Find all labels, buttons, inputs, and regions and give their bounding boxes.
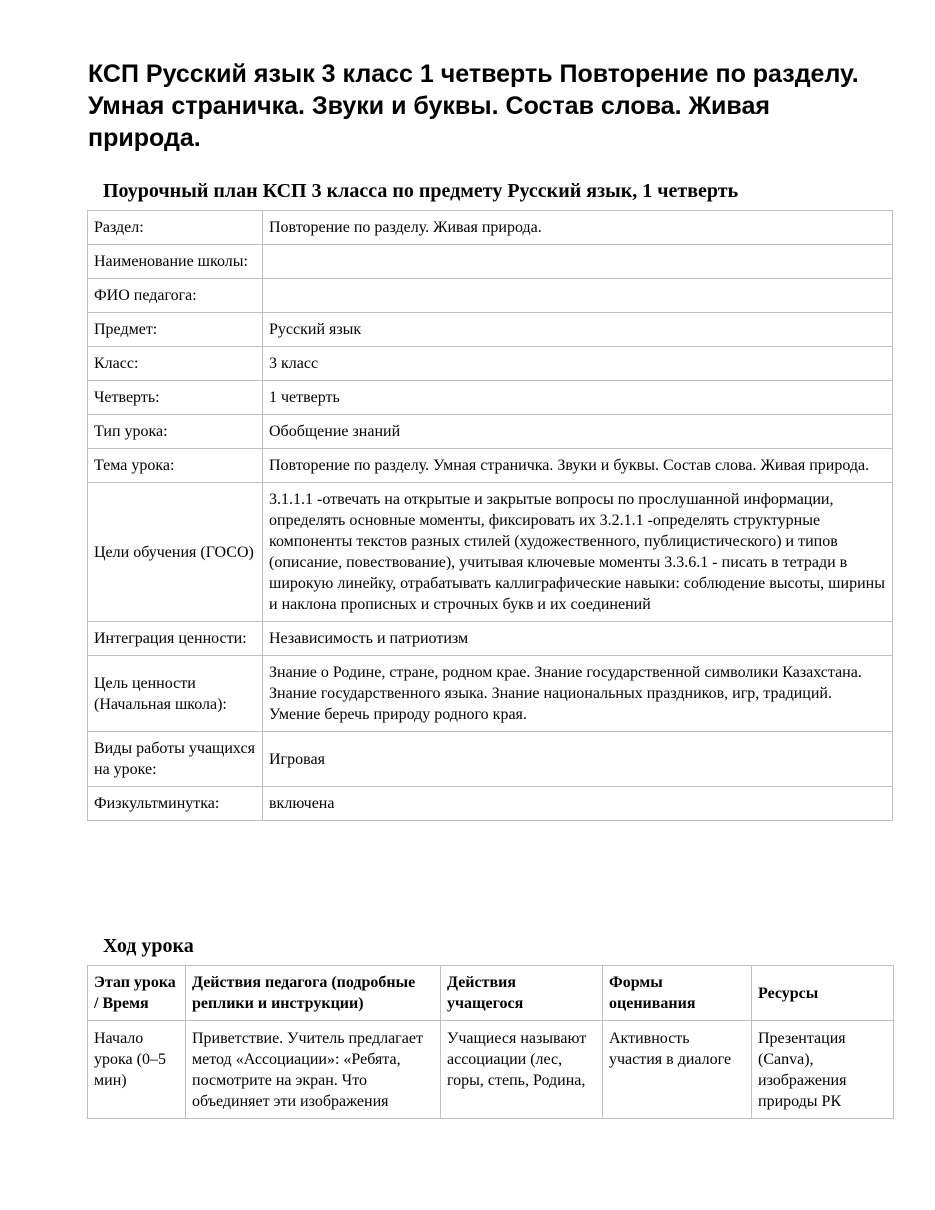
plan-row-label: Наименование школы: <box>88 245 263 279</box>
lesson-column-header: Действия учащегося <box>441 966 603 1021</box>
lesson-table-cell: Презентация (Canva), изображения природы РК <box>752 1021 894 1119</box>
lesson-table-cell: Начало урока (0–5 мин) <box>88 1021 186 1119</box>
plan-row-label: Раздел: <box>88 211 263 245</box>
plan-row <box>88 313 893 347</box>
plan-row-label: Цель ценности (Начальная школа): <box>88 656 263 732</box>
lesson-course-table <box>87 965 894 1119</box>
lesson-table-cell: Приветствие. Учитель предлагает метод «Ассоциации»: «Ребята, посмотрите на экран. Что объединяет эти изображения <box>186 1021 441 1119</box>
plan-row-value: 3 класс <box>263 347 893 381</box>
plan-row-label: Класс: <box>88 347 263 381</box>
plan-row <box>88 732 893 787</box>
lesson-table-header-row <box>88 966 894 1021</box>
lesson-table-cell: Активность участия в диалоге <box>603 1021 752 1119</box>
plan-row-value <box>263 245 893 279</box>
plan-row-value: 1 четверть <box>263 381 893 415</box>
plan-row-label: Виды работы учащихся на уроке: <box>88 732 263 787</box>
lesson-heading: Ход урока <box>103 935 194 957</box>
document-title: КСП Русский язык 3 класс 1 четверть Повторение по разделу. Умная страничка. Звуки и буквы. Состав слова. Живая природа. <box>88 60 859 152</box>
plan-row-value: Повторение по разделу. Умная страничка. Звуки и буквы. Состав слова. Живая природа. <box>263 449 893 483</box>
plan-row <box>88 656 893 732</box>
plan-row-label: Тема урока: <box>88 449 263 483</box>
plan-row-label: Предмет: <box>88 313 263 347</box>
plan-row-label: Цели обучения (ГОСО) <box>88 483 263 622</box>
plan-row-value: Русский язык <box>263 313 893 347</box>
plan-row-label: Четверть: <box>88 381 263 415</box>
lesson-column-header: Этап урока / Время <box>88 966 186 1021</box>
plan-row-value: Независимость и патриотизм <box>263 622 893 656</box>
plan-table <box>87 210 893 821</box>
lesson-column-header: Действия педагога (подробные реплики и инструкции) <box>186 966 441 1021</box>
plan-row-label: Тип урока: <box>88 415 263 449</box>
plan-row-value: Повторение по разделу. Живая природа. <box>263 211 893 245</box>
plan-row <box>88 483 893 622</box>
plan-row-value: Игровая <box>263 732 893 787</box>
plan-row <box>88 415 893 449</box>
lesson-column-header: Формы оценивания <box>603 966 752 1021</box>
lesson-column-header: Ресурсы <box>752 966 894 1021</box>
plan-row-value: Знание о Родине, стране, родном крае. Знание государственной символики Казахстана. Знание государственного языка. Знание национальных праздников, игр, традиций. Умение беречь природу родного края. <box>263 656 893 732</box>
lesson-table-row <box>88 1021 894 1119</box>
plan-row-label: Физкультминутка: <box>88 787 263 821</box>
plan-row <box>88 449 893 483</box>
plan-row-label: ФИО педагога: <box>88 279 263 313</box>
plan-row-value: включена <box>263 787 893 821</box>
plan-row <box>88 622 893 656</box>
plan-row <box>88 279 893 313</box>
plan-row <box>88 245 893 279</box>
plan-row-value: 3.1.1.1 -отвечать на открытые и закрытые вопросы по прослушанной информации, определять основные моменты, фиксировать их 3.2.1.1 -определять структурные компоненты текстов разных стилей (художественного, публицистического) и типов (описание, повествование), учитывая ключевые моменты 3.3.6.1 - писать в тетради в широкую линейку, отрабатывать каллиграфические навыки: соблюдение высоты, ширины и наклона прописных и строчных букв и их соединений <box>263 483 893 622</box>
plan-row-value <box>263 279 893 313</box>
plan-row-label: Интеграция ценности: <box>88 622 263 656</box>
plan-row <box>88 347 893 381</box>
plan-heading: Поурочный план КСП 3 класса по предмету Русский язык, 1 четверть <box>103 180 739 202</box>
plan-row <box>88 211 893 245</box>
plan-row <box>88 787 893 821</box>
plan-row <box>88 381 893 415</box>
plan-row-value: Обобщение знаний <box>263 415 893 449</box>
lesson-table-cell: Учащиеся называют ассоциации (лес, горы, степь, Родина, <box>441 1021 603 1119</box>
